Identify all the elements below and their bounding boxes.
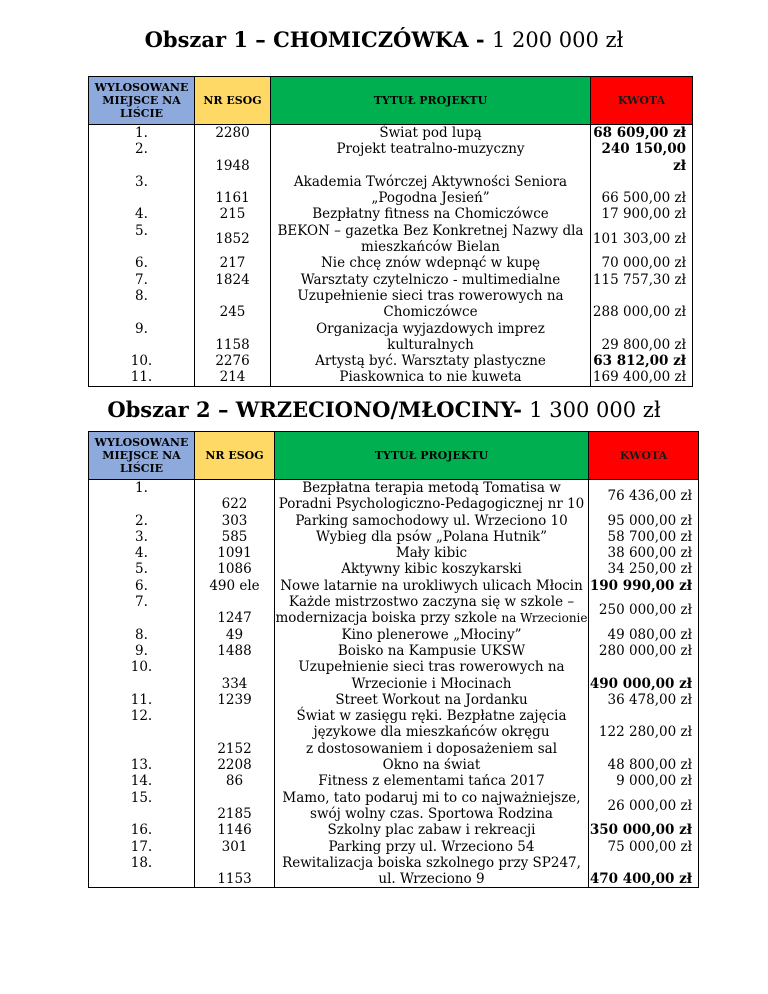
row-amount: 17 900,00 zł — [591, 206, 693, 222]
row-nr: 215 — [195, 206, 271, 222]
table-row — [89, 790, 699, 823]
row-lp: 4. — [89, 206, 195, 222]
row-lp: 2. — [89, 513, 195, 529]
header-lp: WYLOSOWANE MIEJSCE NA LIŚCIE — [89, 77, 195, 125]
row-lp: 5. — [89, 223, 195, 256]
row-title: Warsztaty czytelniczo - multimedialne — [271, 272, 591, 288]
row-title: Kino plenerowe „Młociny” — [275, 627, 589, 643]
row-lp: 2. — [89, 141, 195, 174]
table-row — [89, 255, 693, 271]
row-amount: 76 436,00 zł — [589, 480, 699, 513]
row-title: Bezpłatna terapia metodą Tomatisa w Poradni Psychologiczno-Pedagogicznej nr 10 — [275, 480, 589, 513]
row-amount: 9 000,00 zł — [589, 773, 699, 789]
row-nr: 1091 — [195, 545, 275, 561]
row-amount: 58 700,00 zł — [589, 529, 699, 545]
row-nr: 1852 — [195, 223, 271, 256]
table-row — [89, 513, 699, 529]
row-nr: 301 — [195, 839, 275, 855]
row-lp: 12. — [89, 708, 195, 757]
row-title: Każde mistrzostwo zaczyna się w szkole – modernizacja boiska przy szkole na Wrzecionie — [275, 594, 588, 627]
row-nr: 1158 — [195, 321, 271, 354]
row-amount: 49 080,00 zł — [589, 627, 699, 643]
row-amount: 470 400,00 zł — [589, 855, 699, 888]
table-row — [89, 692, 699, 708]
row-title: Świat pod lupą — [271, 125, 591, 142]
row-nr: 1086 — [195, 561, 275, 577]
table-row — [89, 369, 693, 386]
row-nr: 490 ele — [195, 578, 275, 594]
area2-table — [88, 431, 699, 888]
row-lp: 6. — [89, 578, 195, 594]
row-lp: 6. — [89, 255, 195, 271]
row-title: Parking samochodowy ul. Wrzeciono 10 — [275, 513, 589, 529]
row-nr: 217 — [195, 255, 271, 271]
row-lp: 9. — [89, 643, 195, 659]
row-title: Wybieg dla psów „Polana Hutnik” — [275, 529, 589, 545]
row-lp: 14. — [89, 773, 195, 789]
table-row — [89, 627, 699, 643]
row-title: Bezpłatny fitness na Chomiczówce — [271, 206, 591, 222]
table-row — [89, 578, 699, 594]
row-nr: 2185 — [195, 790, 275, 823]
row-lp: 8. — [89, 288, 195, 321]
table-row — [89, 594, 699, 627]
header-nr: NR ESOG — [195, 77, 271, 125]
area1-title: Obszar 1 – CHOMICZÓWKA - 1 200 000 zł — [144, 27, 624, 52]
row-lp: 15. — [89, 790, 195, 823]
table-row — [89, 125, 693, 142]
row-amount: 169 400,00 zł — [591, 369, 693, 386]
row-nr: 585 — [195, 529, 275, 545]
table-row — [89, 561, 699, 577]
row-amount: 34 250,00 zł — [589, 561, 699, 577]
row-nr: 2276 — [195, 353, 271, 369]
header-nr: NR ESOG — [195, 432, 275, 480]
row-lp: 1. — [89, 125, 195, 142]
row-amount: 48 800,00 zł — [589, 757, 699, 773]
row-nr: 1153 — [195, 855, 275, 888]
row-nr: 245 — [195, 288, 271, 321]
row-lp: 7. — [89, 272, 195, 288]
row-title: Mały kibic — [275, 545, 589, 561]
row-title: Street Workout na Jordanku — [275, 692, 589, 708]
row-nr: 1146 — [195, 822, 275, 838]
row-lp: 10. — [89, 659, 195, 692]
header-amount: KWOTA — [589, 432, 699, 480]
row-lp: 17. — [89, 839, 195, 855]
row-amount: 490 000,00 zł — [589, 659, 699, 692]
area2-title: Obszar 2 – WRZECIONO/MŁOCINY- 1 300 000 zł — [107, 397, 661, 422]
table-row — [89, 272, 693, 288]
row-lp: 8. — [89, 627, 195, 643]
row-lp: 18. — [89, 855, 195, 888]
table-row — [89, 773, 699, 789]
row-nr: 622 — [195, 480, 275, 513]
row-amount: 122 280,00 zł — [589, 708, 699, 757]
row-amount: 26 000,00 zł — [589, 790, 699, 823]
row-nr: 2280 — [195, 125, 271, 142]
row-nr: 303 — [195, 513, 275, 529]
row-lp: 11. — [89, 369, 195, 386]
row-title: Okno na świat — [275, 757, 589, 773]
row-nr: 2208 — [195, 757, 275, 773]
row-lp: 3. — [89, 174, 195, 207]
row-title: Parking przy ul. Wrzeciono 54 — [275, 839, 589, 855]
table-row — [89, 141, 693, 174]
row-title: Projekt teatralno-muzyczny — [271, 141, 591, 174]
row-title: Piaskownica to nie kuweta — [271, 369, 591, 386]
row-nr: 214 — [195, 369, 271, 386]
table-row — [89, 659, 699, 692]
row-amount: 68 609,00 zł — [591, 125, 693, 142]
table-row — [89, 529, 699, 545]
row-amount: 36 478,00 zł — [589, 692, 699, 708]
row-amount: 280 000,00 zł — [589, 643, 699, 659]
row-nr: 1247 — [195, 594, 275, 627]
row-lp: 10. — [89, 353, 195, 369]
row-lp: 3. — [89, 529, 195, 545]
row-amount: 63 812,00 zł — [591, 353, 693, 369]
table-row — [89, 822, 699, 838]
row-title: Organizacja wyjazdowych imprez kulturalnych — [271, 321, 591, 354]
row-title: Nowe latarnie na urokliwych ulicach Młocin — [275, 578, 589, 594]
table-row — [89, 174, 693, 207]
row-title: Fitness z elementami tańca 2017 — [275, 773, 589, 789]
row-nr: 334 — [195, 659, 275, 692]
row-title: Aktywny kibic koszykarski — [275, 561, 589, 577]
row-lp: 16. — [89, 822, 195, 838]
row-amount: 115 757,30 zł — [591, 272, 693, 288]
row-lp: 9. — [89, 321, 195, 354]
row-lp: 1. — [89, 480, 195, 513]
area1-table — [88, 76, 693, 387]
row-lp: 5. — [89, 561, 195, 577]
row-nr: 1488 — [195, 643, 275, 659]
row-title: Rewitalizacja boiska szkolnego przy SP247, ul. Wrzeciono 9 — [275, 855, 589, 888]
row-nr: 1161 — [195, 174, 271, 207]
table-row — [89, 708, 699, 757]
row-amount: 70 000,00 zł — [591, 255, 693, 271]
row-lp: 11. — [89, 692, 195, 708]
table-row — [89, 757, 699, 773]
header-amount: KWOTA — [591, 77, 693, 125]
row-title: Nie chcę znów wdepnąć w kupę — [271, 255, 591, 271]
row-title: Uzupełnienie sieci tras rowerowych na Chomiczówce — [271, 288, 591, 321]
table-row — [89, 643, 699, 659]
table-row — [89, 321, 693, 354]
row-nr: 2152 — [195, 708, 275, 757]
row-nr: 1824 — [195, 272, 271, 288]
row-amount: 250 000,00 zł — [589, 594, 699, 627]
table-row — [89, 545, 699, 561]
table-row — [89, 855, 699, 888]
row-title: Akademia Twórczej Aktywności Seniora „Pogodna Jesień” — [271, 174, 591, 207]
header-title: TYTUŁ PROJEKTU — [275, 432, 589, 480]
row-amount: 350 000,00 zł — [589, 822, 699, 838]
row-title: Szkolny plac zabaw i rekreacji — [275, 822, 589, 838]
row-amount: 38 600,00 zł — [589, 545, 699, 561]
table-row — [89, 288, 693, 321]
row-amount: 101 303,00 zł — [591, 223, 693, 256]
header-lp: WYLOSOWANE MIEJSCE NA LIŚCIE — [89, 432, 195, 480]
row-nr: 49 — [195, 627, 275, 643]
header-title: TYTUŁ PROJEKTU — [271, 77, 591, 125]
row-amount: 75 000,00 zł — [589, 839, 699, 855]
row-nr: 1948 — [195, 141, 271, 174]
row-title: Świat w zasięgu ręki. Bezpłatne zajęcia językowe dla mieszkańców okręgu z dostosowaniem i doposażeniem sal — [275, 708, 589, 757]
row-title: Boisko na Kampusie UKSW — [275, 643, 589, 659]
table-row — [89, 839, 699, 855]
table-row — [89, 480, 699, 513]
row-amount: 29 800,00 zł — [591, 321, 693, 354]
row-nr: 86 — [195, 773, 275, 789]
row-amount: 66 500,00 zł — [591, 174, 693, 207]
row-nr: 1239 — [195, 692, 275, 708]
row-title: Artystą być. Warsztaty plastyczne — [271, 353, 591, 369]
table-row — [89, 223, 693, 256]
row-amount: 240 150,00 zł — [591, 141, 693, 174]
row-amount: 288 000,00 zł — [591, 288, 693, 321]
row-amount: 95 000,00 zł — [589, 513, 699, 529]
row-lp: 13. — [89, 757, 195, 773]
row-lp: 4. — [89, 545, 195, 561]
table-row — [89, 353, 693, 369]
row-amount: 190 990,00 zł — [589, 578, 699, 594]
table-row — [89, 206, 693, 222]
row-lp: 7. — [89, 594, 195, 627]
row-title: Mamo, tato podaruj mi to co najważniejsze, swój wolny czas. Sportowa Rodzina — [275, 790, 589, 823]
row-title: BEKON – gazetka Bez Konkretnej Nazwy dla mieszkańców Bielan — [271, 223, 591, 256]
row-title: Uzupełnienie sieci tras rowerowych na Wrzecionie i Młocinach — [275, 659, 589, 692]
